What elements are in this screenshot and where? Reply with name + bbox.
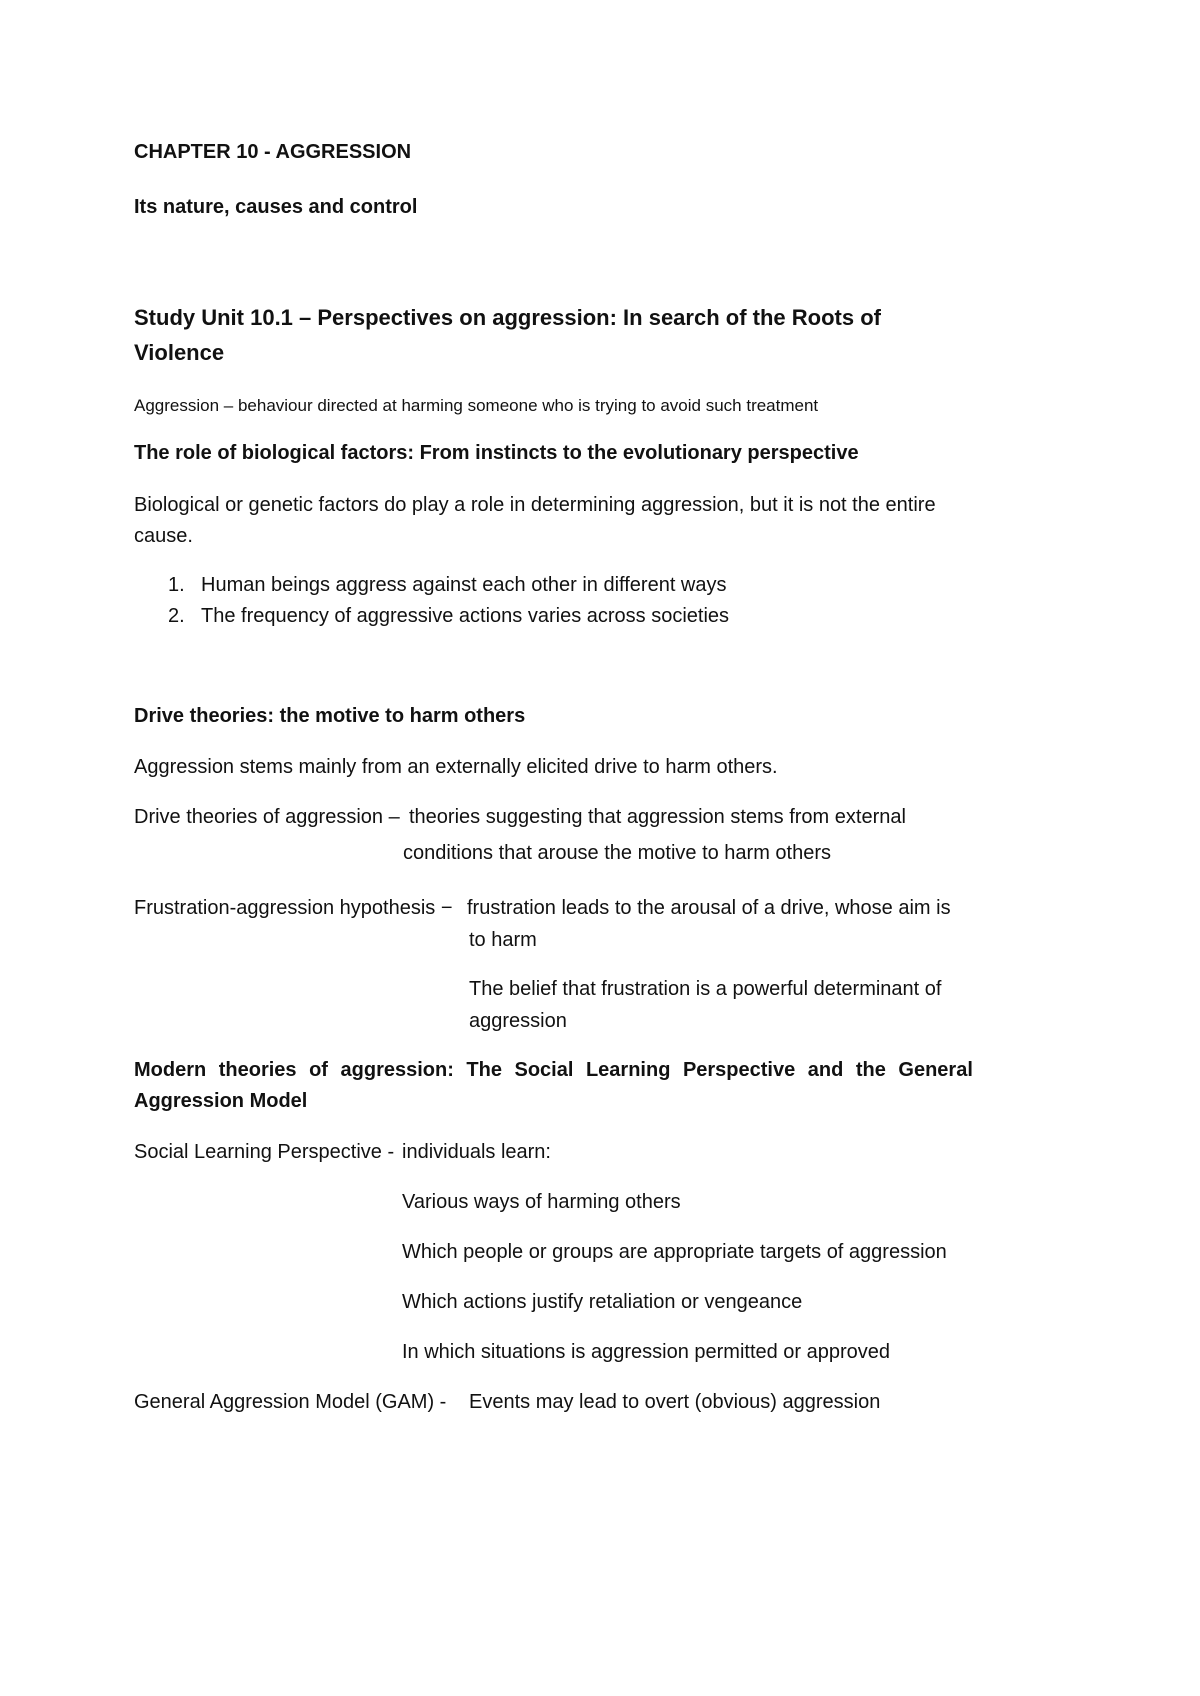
gam-term: General Aggression Model (GAM) - — [134, 1391, 447, 1413]
biological-para-line2: cause. — [134, 525, 193, 547]
fa-def-line1: frustration leads to the arousal of a drive, whose aim is — [467, 897, 951, 919]
heading-word: Social — [514, 1059, 574, 1081]
slp-item: Which actions justify retaliation or vengeance — [402, 1291, 803, 1313]
list-item: Human beings aggress against each other in different ways — [201, 574, 727, 596]
heading-word: General — [898, 1059, 973, 1081]
heading-word: theories — [218, 1059, 297, 1081]
heading-word: the — [855, 1059, 886, 1081]
list-number: 2. — [168, 605, 185, 627]
slp-intro: individuals learn: — [402, 1141, 551, 1163]
heading-word: Learning — [585, 1059, 671, 1081]
chapter-title: CHAPTER 10 - AGGRESSION — [134, 141, 412, 163]
fa-def-line2: to harm — [469, 929, 537, 951]
heading-word: of — [309, 1059, 328, 1081]
slp-term: Social Learning Perspective - — [134, 1141, 395, 1163]
drive-para: Aggression stems mainly from an externally elicited drive to harm others. — [134, 756, 778, 778]
heading-word: Perspective — [682, 1059, 796, 1081]
heading-word: The — [466, 1059, 502, 1081]
drive-def-line2: conditions that arouse the motive to harm others — [403, 842, 832, 864]
list-number: 1. — [168, 574, 185, 596]
fa-belief-line2: aggression — [469, 1010, 567, 1032]
aggression-definition: Aggression – behaviour directed at harming someone who is trying to avoid such treatment — [134, 396, 819, 415]
biological-heading: The role of biological factors: From instincts to the evolutionary perspective — [134, 442, 859, 464]
heading-word: aggression: — [340, 1059, 454, 1081]
modern-heading-line2: Aggression Model — [134, 1090, 308, 1112]
chapter-subtitle: Its nature, causes and control — [134, 196, 418, 218]
list-item: The frequency of aggressive actions varies across societies — [201, 605, 730, 627]
slp-item: In which situations is aggression permitted or approved — [402, 1341, 891, 1363]
slp-item: Various ways of harming others — [402, 1191, 681, 1213]
drive-heading: Drive theories: the motive to harm others — [134, 705, 526, 727]
drive-def-term: Drive theories of aggression – — [134, 806, 400, 828]
biological-para-line1: Biological or genetic factors do play a role in determining aggression, but it is not the entire — [134, 494, 936, 516]
fa-term: Frustration-aggression hypothesis − — [134, 897, 453, 919]
modern-heading-line1 — [134, 1058, 973, 1082]
gam-definition: Events may lead to overt (obvious) aggression — [469, 1391, 881, 1413]
heading-word: Modern — [134, 1059, 207, 1081]
unit-heading-line1: Study Unit 10.1 – Perspectives on aggression: In search of the Roots of — [134, 305, 881, 330]
unit-heading-line2: Violence — [134, 340, 225, 365]
heading-word: and — [807, 1059, 844, 1081]
slp-item: Which people or groups are appropriate targets of aggression — [402, 1241, 947, 1263]
drive-def-line1: theories suggesting that aggression stems from external — [409, 806, 906, 828]
fa-belief-line1: The belief that frustration is a powerful determinant of — [469, 978, 942, 1000]
